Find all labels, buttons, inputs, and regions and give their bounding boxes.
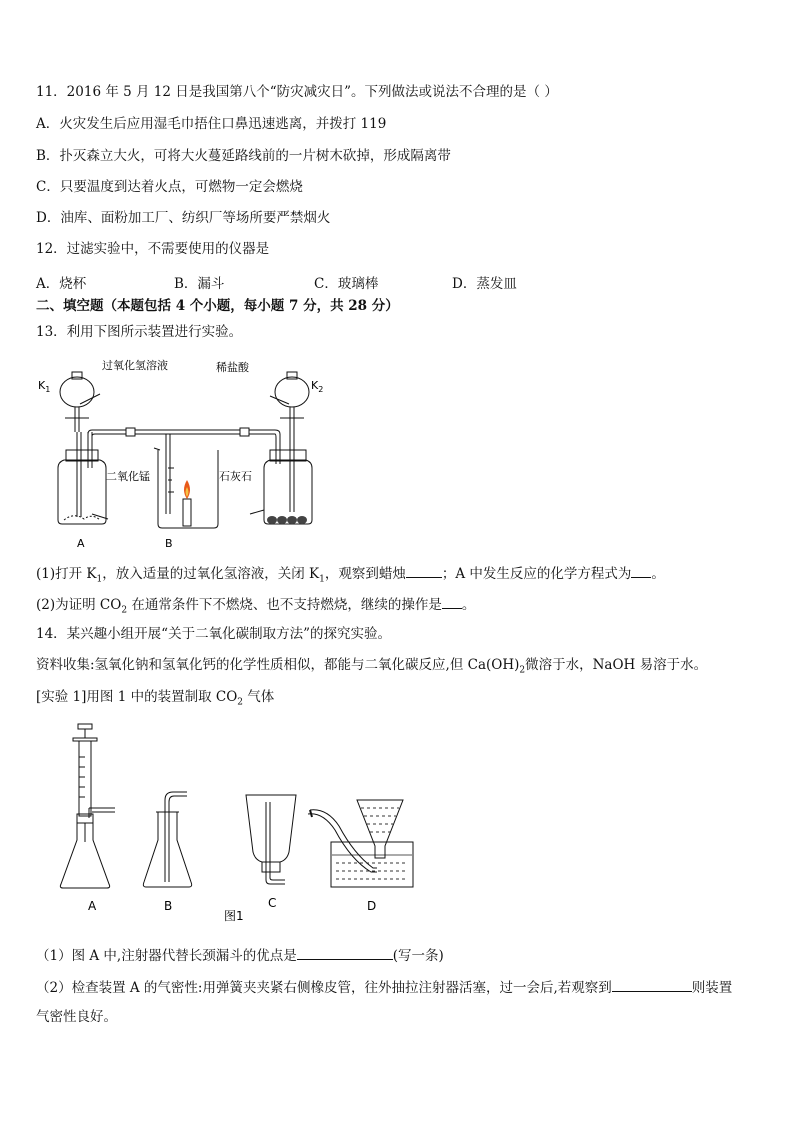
answer-blank[interactable] — [442, 594, 462, 609]
separatory-funnel-k1 — [60, 372, 100, 432]
label-mno2: 二氧化锰 — [106, 470, 150, 483]
q13-part1: (1)打开 $K_1$，放入适量的过氧化氢溶液，关闭 $K_1$，观察到蜡烛 ；A 中发生反应的化学方程式为 。 — [36, 563, 665, 589]
q14-info: 资料收集:氢氧化钠和氢氧化钙的化学性质相似，都能与二氧化碳反应,但 $Ca(OH)_2$微溶于水，NaOH 易溶于水。 — [36, 657, 708, 676]
q11-stem: 11．2016 年 5 月 12 日是我国第八个“防灾减灾日”。下列做法或说法不合理的是（ ） — [36, 84, 558, 100]
label-b: B — [164, 899, 173, 913]
label-a: A — [88, 899, 97, 913]
q13-part2: (2)为证明 $CO_2$ 在通常条件下不燃烧、也不支持燃烧，继续的操作是 。 — [36, 594, 475, 620]
q11-option-d: D．油库、面粉加工厂、纺织厂等场所要严禁烟火 — [36, 210, 331, 226]
q12-option-d: D．蒸发皿 — [452, 276, 517, 292]
answer-blank[interactable] — [406, 563, 442, 578]
water-lines — [336, 808, 408, 879]
label-hcl: 稀盐酸 — [216, 361, 249, 374]
label-d: D — [367, 899, 377, 913]
q11-option-a: A．火灾发生后应用湿毛巾捂住口鼻迅速逃离，并拨打 119 — [36, 116, 387, 132]
section-heading: 二、填空题（本题包括 4 个小题，每小题 7 分，共 28 分） — [36, 298, 399, 314]
label-c: C — [268, 896, 277, 910]
label-b: B — [165, 537, 173, 550]
q14-figure-1 — [55, 722, 435, 927]
q11-option-c: C．只要温度到达着火点，可燃物一定会燃烧 — [36, 179, 303, 195]
answer-blank[interactable] — [631, 563, 651, 578]
apparatus-a — [60, 724, 115, 888]
answer-blank[interactable] — [612, 977, 692, 992]
apparatus-d — [308, 800, 413, 887]
q14-part2: （2）检查装置 A 的气密性:用弹簧夹夹紧右侧橡皮管，往外抽拉注射器活塞，过一会后,若观察到 则装置 — [36, 977, 732, 997]
limestone-lumps — [267, 516, 307, 524]
apparatus-c — [246, 795, 296, 884]
q14-part2-cont: 气密性良好。 — [36, 1009, 117, 1025]
q12-option-c: C．玻璃棒 — [314, 276, 379, 292]
q12-option-a: A．烧杯 — [36, 276, 87, 292]
label-limestone: 石灰石 — [219, 470, 252, 483]
q14-stem: 14．某兴趣小组开展“关于二氧化碳制取方法”的探究实验。 — [36, 626, 391, 642]
apparatus-b — [143, 792, 191, 887]
q13-apparatus-figure — [30, 352, 340, 557]
q13-stem: 13．利用下图所示装置进行实验。 — [36, 324, 243, 340]
q12-option-b: B．漏斗 — [174, 276, 225, 292]
bottle-a — [58, 432, 106, 524]
q11-option-b: B．扑灭森立大火，可将大火蔓延路线前的一片树木砍掉，形成隔离带 — [36, 148, 451, 164]
label-k2: $K_2$ — [311, 379, 324, 394]
q14-experiment1: [实验 1]用图 1 中的装置制取 $CO_2$ 气体 — [36, 689, 275, 708]
label-h2o2: 过氧化氢溶液 — [102, 359, 168, 372]
bottle-c — [264, 432, 312, 524]
q12-stem: 12．过滤实验中，不需要使用的仪器是 — [36, 241, 270, 257]
answer-blank[interactable] — [297, 945, 393, 960]
label-a: A — [77, 537, 85, 550]
figure-caption: 图1 — [224, 909, 244, 923]
label-k1: $K_1$ — [38, 379, 51, 394]
separatory-funnel-k2 — [270, 372, 309, 432]
q14-part1: （1）图 A 中,注射器代替长颈漏斗的优点是 (写一条) — [36, 945, 444, 965]
